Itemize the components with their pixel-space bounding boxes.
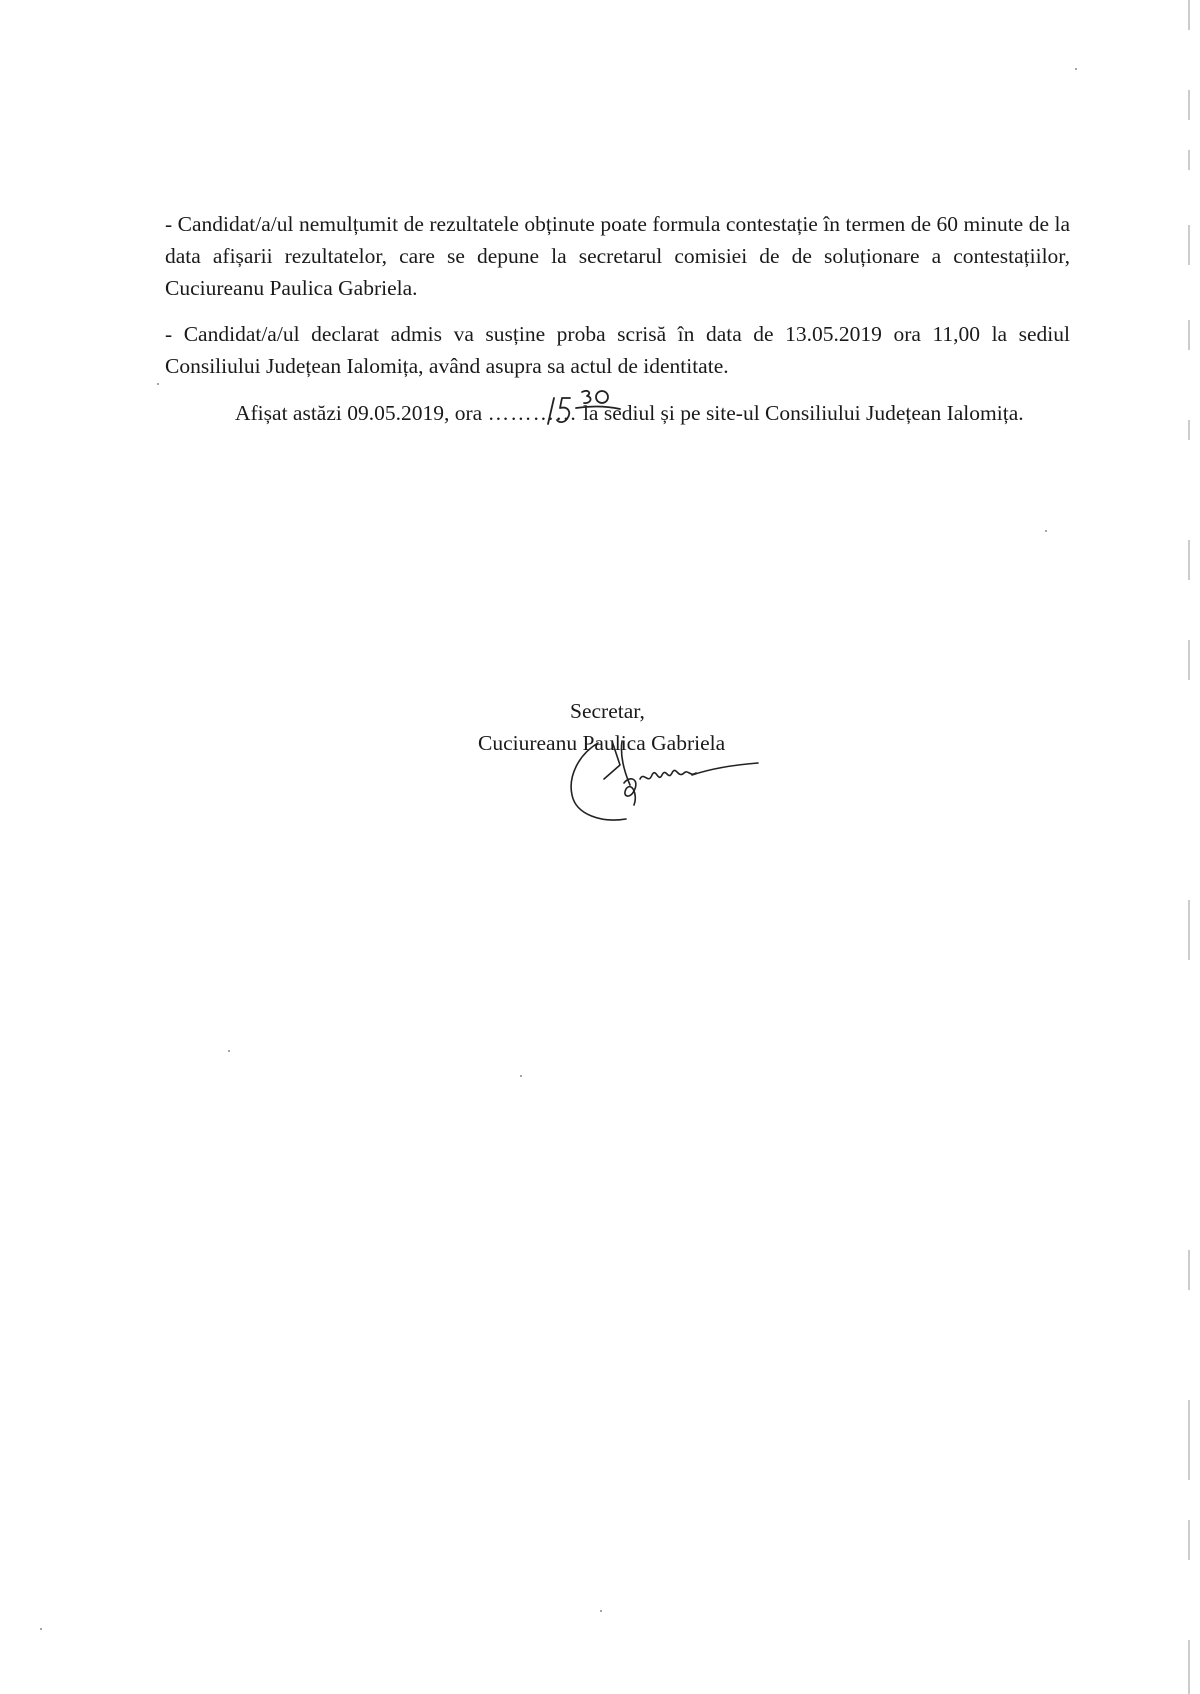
handwritten-time-icon	[540, 388, 640, 428]
scan-speck	[157, 383, 159, 385]
scan-speck	[228, 1050, 230, 1052]
scan-speck	[1075, 68, 1077, 70]
handwritten-signature-icon	[560, 735, 780, 825]
contestation-paragraph: - Candidat/a/ul nemulțumit de rezultatele obținute poate formula contestație în termen de 60 minute de la data afișarii rezultatelor, care se depune la secretarul comisiei de de soluționare a contestațiilor, Cuciureanu Paulica Gabriela.	[165, 212, 1070, 300]
written-exam-paragraph: - Candidat/a/ul declarat admis va susține proba scrisă în data de 13.05.2019 ora 11,00 la sediul Consiliului Județean Ialomița, având asupra sa actul de identitate.	[165, 322, 1070, 378]
scan-edge-icon	[1186, 0, 1192, 1694]
scan-speck	[1045, 530, 1047, 532]
scan-speck	[520, 1075, 522, 1077]
posting-notice-rest: la sediul și pe site-ul Consiliului Județean Ialomița.	[577, 401, 1024, 425]
scan-speck	[600, 1610, 602, 1612]
signatory-title: Secretar,	[570, 699, 645, 723]
time-fill-dots: …………	[487, 401, 578, 425]
posting-notice-lead: Afișat astăzi 09.05.2019, ora	[235, 401, 488, 425]
scan-speck	[40, 1628, 42, 1630]
signatory-name: Cuciureanu Paulica Gabriela	[478, 731, 726, 755]
